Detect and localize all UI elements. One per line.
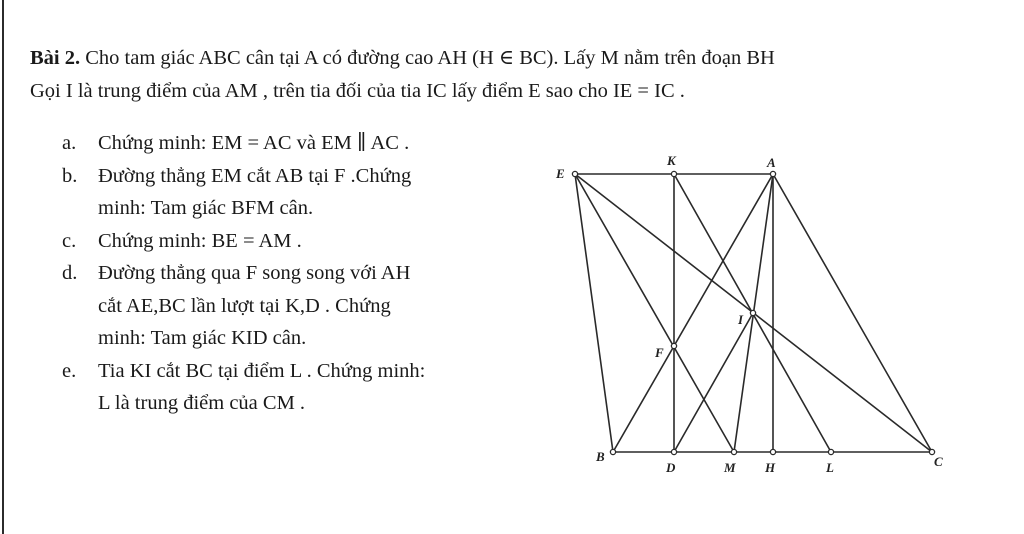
problem-label: Bài 2. (30, 47, 81, 69)
part-a (62, 127, 532, 160)
segment-DI (674, 313, 753, 452)
label-L: L (826, 460, 834, 475)
part-line: minh: Tam giác BFM cân. (98, 197, 314, 219)
part-c (62, 225, 532, 258)
point-D (671, 449, 676, 454)
point-M (731, 449, 736, 454)
part-line: Chứng minh: EM = AC và EM ∥ AC . (98, 132, 410, 154)
geometry-figure (550, 148, 970, 488)
label-E: E (556, 166, 565, 181)
page-left-border (2, 0, 4, 534)
part-letter: a. (62, 132, 77, 154)
label-B: B (596, 449, 605, 464)
part-text (98, 127, 532, 160)
part-line: Đường thẳng EM cắt AB tại F .Chứng (98, 164, 412, 187)
problem-line-1 (30, 42, 1000, 75)
part-line: Tia KI cắt BC tại điểm L . Chứng minh: (98, 359, 426, 382)
segment-EM (575, 174, 734, 452)
part-line: L là trung điểm của CM . (98, 392, 306, 414)
label-K: K (667, 153, 676, 168)
point-I (750, 310, 755, 315)
segment-EB (575, 174, 613, 452)
point-K (671, 171, 676, 176)
part-text (98, 160, 532, 225)
label-M: M (724, 460, 736, 475)
label-I: I (738, 312, 744, 327)
part-text (98, 257, 532, 355)
part-line: Đường thẳng qua F song song với AH (98, 262, 411, 284)
part-letter: d. (62, 262, 78, 284)
label-H: H (765, 460, 776, 475)
part-d (62, 257, 532, 355)
point-F (671, 343, 676, 348)
part-text (98, 225, 532, 258)
part-letter: c. (62, 229, 77, 252)
part-text (98, 355, 532, 420)
label-A: A (767, 155, 776, 170)
segment-AB (613, 174, 773, 452)
point-L (828, 449, 833, 454)
segment-AC (773, 174, 932, 452)
part-line: minh: Tam giác KID cân. (98, 327, 307, 349)
problem-parts (62, 127, 532, 420)
point-H (770, 449, 775, 454)
problem-statement (30, 42, 1000, 108)
part-line: cắt AE,BC lần lượt tại K,D . Chứng (98, 294, 391, 317)
part-letter: b. (62, 164, 78, 187)
point-E (572, 171, 577, 176)
problem-line-2 (30, 75, 1000, 108)
part-letter: e. (62, 359, 77, 382)
label-D: D (666, 460, 676, 475)
part-line: Chứng minh: BE = AM . (98, 229, 302, 252)
problem-text-1: Cho tam giác ABC cân tại A có đường cao AH (H ∈ BC). Lấy M nằm trên đoạn BH (85, 47, 775, 69)
problem-text-2: Gọi I là trung điểm của AM , trên tia đối của tia IC lấy điểm E sao cho IE = IC . (30, 80, 685, 102)
label-C: C (934, 454, 943, 469)
point-A (770, 171, 775, 176)
part-b (62, 160, 532, 225)
point-B (610, 449, 615, 454)
part-e (62, 355, 532, 420)
label-F: F (655, 345, 664, 360)
